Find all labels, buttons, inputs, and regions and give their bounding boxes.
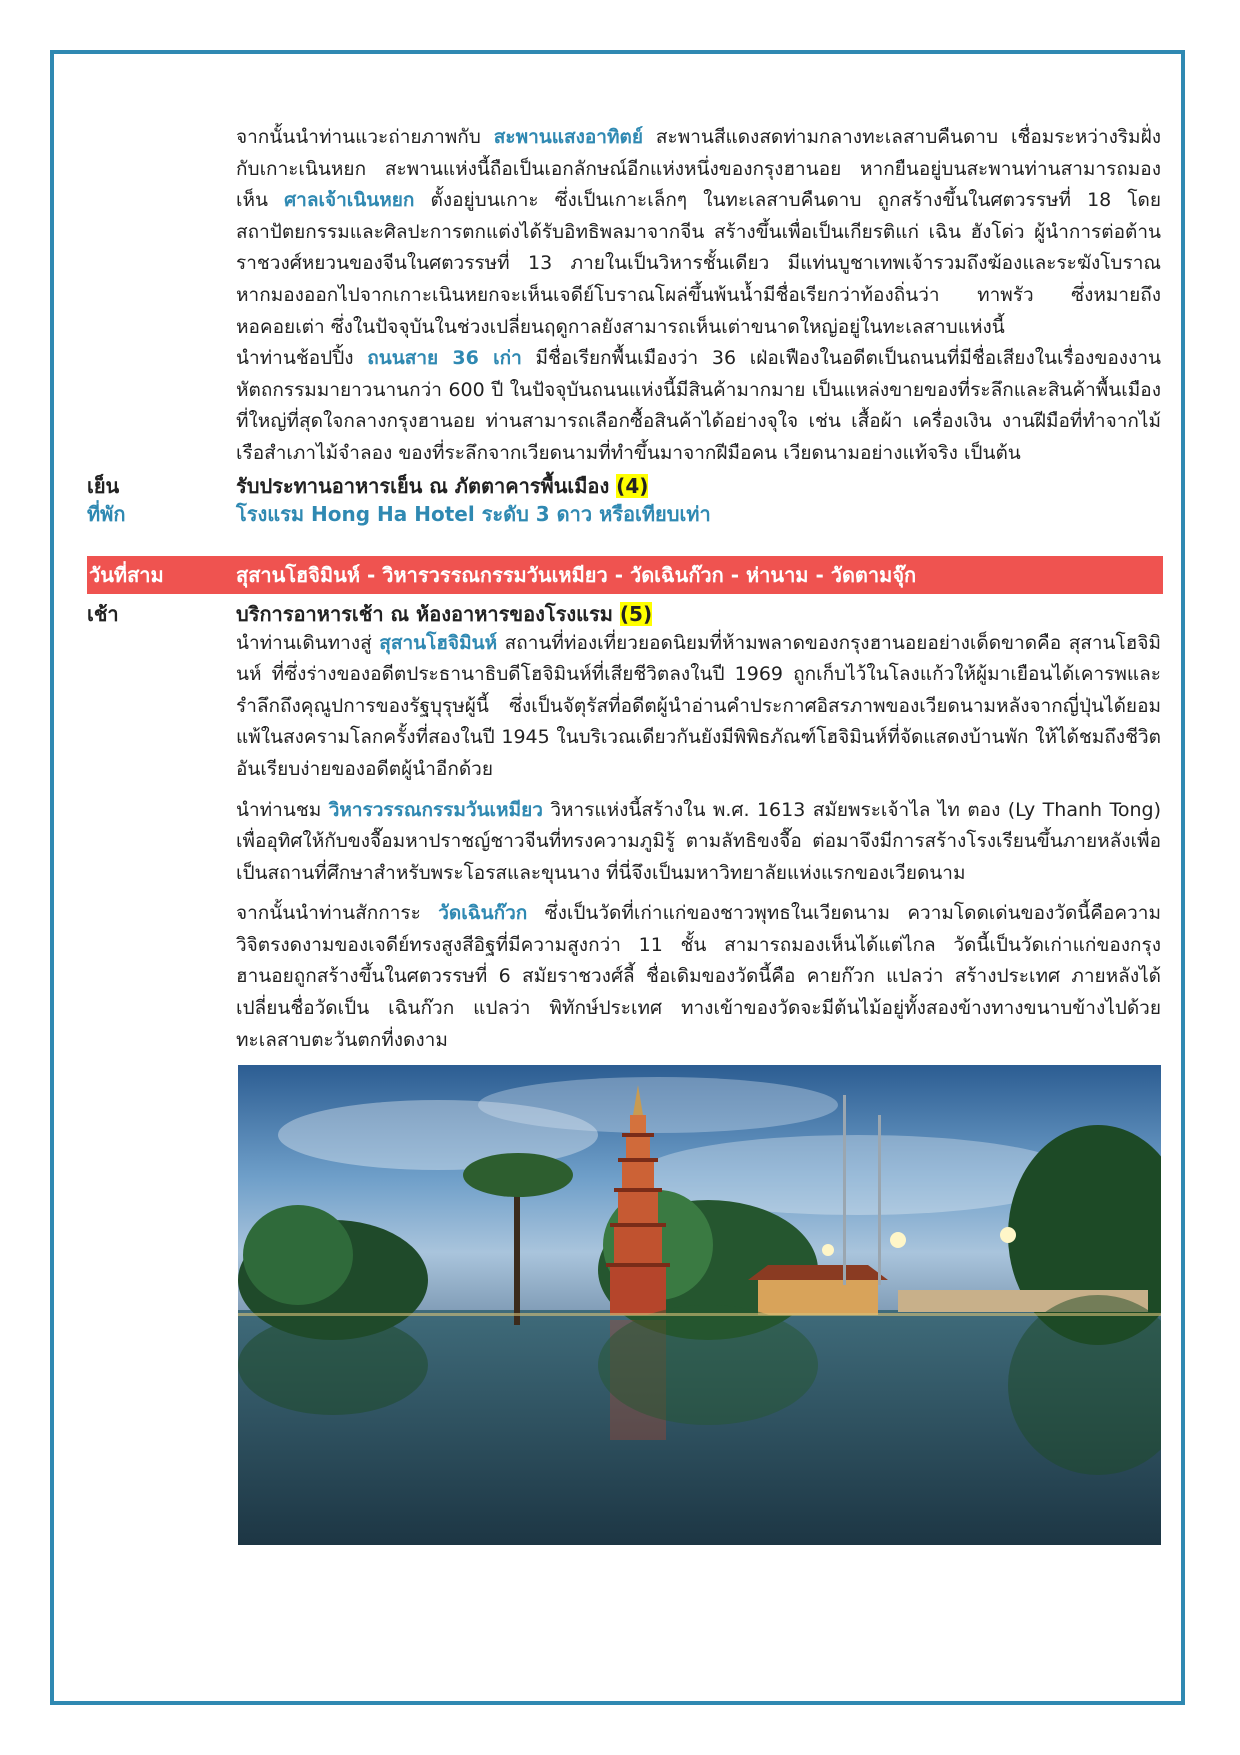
- day-title: สุสานโฮจิมินห์ - วิหารวรรณกรรมวันเหมียว - วัดเฉินก๊วก - ห่านาม - วัดตามจุ๊ก: [236, 562, 917, 587]
- dinner-row: [87, 472, 1163, 500]
- text: จากนั้นนำท่านสักการะ: [236, 902, 439, 925]
- dinner-text: [236, 472, 1163, 500]
- tran-quoc-pagoda-photo: [238, 1065, 1161, 1545]
- hotel-label: ที่พัก: [87, 501, 126, 526]
- paragraph-tran-quoc-pagoda: [236, 898, 1161, 1056]
- text: วิหารแห่งนี้สร้างใน พ.ศ. 1613 สมัยพระเจ้าไล ไท ตอง (Ly Thanh Tong) เพื่ออุทิศให้กับขงจื๊อมหาปราชญ์ชาวจีนที่ทรงความภูมิรู้ ตามลัทธิขงจื๊อ ต่อมาจึงมีการสร้างโรงเรียนขึ้นภายหลังเพื่อเป็นสถานที่ศึกษาสำหรับพระโอรสและขุนนาง ที่นี่จึงเป็นมหาวิทยาลัยแห่งแรกของเวียดนาม: [236, 798, 1161, 884]
- itinerary-content: [87, 122, 1163, 1545]
- highlight-36-streets: ถนนสาย 36 เก่า: [367, 347, 522, 370]
- breakfast-text: [236, 600, 1163, 628]
- text: ซึ่งเป็นวัดที่เก่าแก่ของชาวพุทธในเวียดนาม ความโดดเด่นของวัดนี้คือความวิจิตรงดงามของเจดีย์ทรงสูงสีอิฐที่มีความสูงกว่า 11 ชั้น สามารถมองเห็นได้แต่ไกล วัดนี้เป็นวัดเก่าแก่ของกรุงฮานอยถูกสร้างขึ้นในศตวรรษที่ 6 สมัยราชวงศ์ลี้ ชื่อเดิมของวัดนี้คือ คายก๊วก แปลว่า สร้างประเทศ ภายหลังได้เปลี่ยนชื่อวัดเป็น เฉินก๊วก แปลว่า พิทักษ์ประเทศ ทางเข้าของวัดจะมีต้นไม้อยู่ทั้งสองข้างทางขนาบข้างไปด้วยทะเลสาบตะวันตกที่งดงาม: [236, 902, 1161, 1051]
- day-label: วันที่สาม: [89, 562, 164, 587]
- text: นำท่านชม: [236, 798, 329, 821]
- breakfast-label: เช้า: [87, 601, 119, 626]
- pagoda-illustration: [238, 1065, 1161, 1545]
- meal-number-badge: (5): [619, 601, 653, 626]
- text: นำท่านช้อปปิ้ง: [236, 347, 368, 370]
- text: จากนั้นนำท่านแวะถ่ายภาพกับ: [236, 126, 494, 148]
- text: นำท่านเดินทางสู่: [236, 631, 380, 654]
- meal-number-badge: (4): [616, 473, 649, 498]
- text: มีชื่อเรียกพื้นเมืองว่า 36 เฝ่อเฟืองในอดีตเป็นถนนที่มีชื่อเสียงในเรื่องของงานหัตถกรรมมายาวนานกว่า 600 ปี ในปัจจุบันถนนแห่งนี้มีสินค้ามากมาย เป็นแหล่งขายของที่ระลึกและสินค้าพื้นเมืองที่ใหญ่ที่สุดใจกลางกรุงฮานอย ท่านสามารถเลือกซื้อสินค้าได้อย่างจุใจ เช่น เสื้อผ้า เครื่องเงิน งานฝีมือที่ทำจากไม้ เรือสำเภาไม้จำลอง ของที่ระลึกจากเวียดนามที่ทำขึ้นมาจากฝีมือคน เวียดนามอย่างแท้จริง เป็นต้น: [236, 347, 1161, 464]
- text: รับประทานอาหารเย็น ณ ภัตตาคารพื้นเมือง: [236, 473, 617, 498]
- highlight-sun-bridge: สะพานแสงอาทิตย์: [493, 126, 643, 148]
- hotel-text: โรงแรม Hong Ha Hotel ระดับ 3 ดาว หรือเทียบเท่า: [236, 501, 711, 526]
- text: ตั้งอยู่บนเกาะ ซึ่งเป็นเกาะเล็กๆ ในทะเลสาบคืนดาบ ถูกสร้างขึ้นในศตวรรษที่ 18 โดยสถาปัตยกรรมและศิลปะการตกแต่งได้รับอิทธิพลมาจากจีน สร้างขึ้นเพื่อเป็นเกียรติแก่ เฉิน ฮังโด่ว ผู้นำการต่อต้านราชวงศ์หยวนของจีนในศตวรรษที่ 13 ภายในเป็นวิหารชั้นเดียว มีแท่นบูชาเทพเจ้ารวมถึงฆ้องและระฆังโบราณ หากมองออกไปจากเกาะเนินหยกจะเห็นเจดีย์โบราณโผล่ขึ้นพ้นน้ำมีชื่อเรียกว่าท้องถิ่นว่า ทาพรัว ซึ่งหมายถึง หอคอยเต่า ซึ่งในปัจจุบันในช่วงเปลี่ยนฤดูกาลยังสามารถเห็นเต่าขนาดใหญ่อยู่ในทะเลสาบแห่งนี้: [236, 189, 1162, 338]
- highlight-ngoc-son-temple: ศาลเจ้าเนินหยก: [284, 189, 415, 212]
- paragraph-sun-bridge: [236, 122, 1161, 343]
- paragraph-old-quarter: [236, 343, 1161, 469]
- breakfast-row: [87, 600, 1163, 628]
- paragraph-temple-of-literature: [236, 795, 1161, 890]
- highlight-mausoleum: สุสานโฮจิมินห์: [379, 631, 498, 654]
- text: สะพานสีแดงสดท่ามกลางทะเลสาบคืนดาบ เชื่อมระหว่างริมฝั่งกับเกาะเนินหยก สะพานแห่งนี้ถือเป็นเอกลักษณ์อีกแห่งหนึ่งของกรุงฮานอย หากยืนอยู่บนสะพานท่านสามารถมองเห็น: [236, 126, 1161, 212]
- highlight-tran-quoc-pagoda: วัดเฉินก๊วก: [438, 902, 528, 925]
- hotel-row: [87, 500, 1163, 528]
- day-three-header: [87, 556, 1163, 594]
- text: สถานที่ท่องเที่ยวยอดนิยมที่ห้ามพลาดของกรุงฮานอยอย่างเด็ดขาดคือ สุสานโฮจิมินห์ ที่ซึ่งร่างของอดีตประธานาธิบดีโฮจิมินห์ที่เสียชีวิตลงในปี 1969 ถูกเก็บไว้ในโลงแก้วให้ผู้มาเยือนได้เคารพและรำลึกถึงคุณูปการของรัฐบุรุษผู้นี้ ซึ่งเป็นจัตุรัสที่อดีตผู้นำอ่านคำประกาศอิสรภาพของเวียดนามหลังจากญี่ปุ่นได้ยอมแพ้ในสงครามโลกครั้งที่สองในปี 1945 ในบริเวณเดียวกันยังมีพิพิธภัณฑ์โฮจิมินห์ที่จัดแสดงบ้านพัก ให้ได้ชมถึงชีวิตอันเรียบง่ายของอดีตผู้นำอีกด้วย: [236, 631, 1161, 780]
- highlight-temple-of-literature: วิหารวรรณกรรมวันเหมียว: [328, 798, 543, 821]
- paragraph-ho-chi-minh-mausoleum: [236, 628, 1161, 786]
- dinner-label: เย็น: [87, 473, 120, 498]
- text: บริการอาหารเช้า ณ ห้องอาหารของโรงแรม: [236, 601, 620, 626]
